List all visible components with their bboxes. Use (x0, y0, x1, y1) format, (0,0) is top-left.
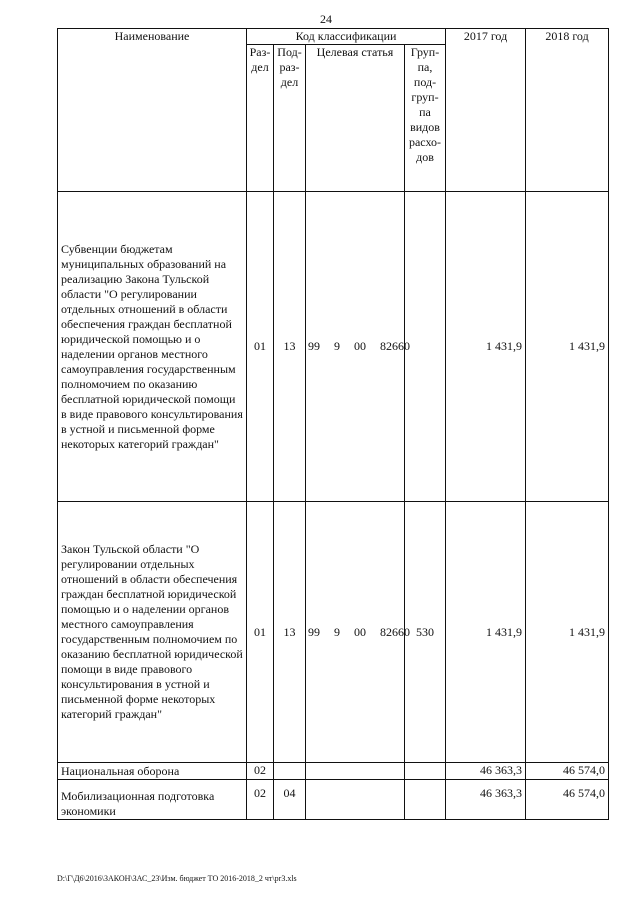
header-classification: Код классификации (247, 29, 446, 45)
row-subsection: 04 (274, 780, 306, 820)
row-target-code: 99 9 00 82660 (308, 624, 410, 639)
header-2017: 2017 год (446, 29, 526, 192)
row-2018: 46 574,0 (526, 780, 609, 820)
row-target-code: 99 9 00 82660 (308, 339, 410, 353)
footer-file-path: D:\Г\Д6\2016\ЗАКОН\ЗАС_23\Изм. бюджет ТО 2016-2018_2 чт\pr3.xls (57, 874, 297, 883)
budget-table (57, 28, 609, 820)
row-2018: 1 431,9 (526, 192, 609, 502)
row-name: Закон Тульской области "О регулировании отдельных отношений в области обеспечения граждан бесплатной юридической помощью и о наделении органов местного самоуправления государственным полномочием по оказанию бесплатной юридической помощи в виде правового консультирования в устной и письменной форме некоторых категорий граждан" (58, 502, 247, 763)
row-2018: 1 431,9 (526, 502, 609, 763)
row-target (306, 780, 405, 820)
row-target (306, 192, 410, 502)
row-subsection: 13 (274, 502, 306, 763)
header-2018: 2018 год (526, 29, 609, 192)
row-name: Национальная оборона (58, 763, 247, 780)
row-2017: 46 363,3 (446, 763, 526, 780)
header-name: Наименование (58, 29, 247, 192)
header-target-article: Целевая статья (306, 45, 405, 192)
table-row (58, 780, 609, 820)
row-group (405, 192, 446, 502)
row-group (405, 780, 446, 820)
page-number: 24 (320, 12, 332, 26)
row-2017: 1 431,9 (446, 192, 526, 502)
row-subsection: 13 (274, 192, 306, 502)
row-name: Субвенции бюджетам муниципальных образований на реализацию Закона Тульской области "О регулировании отдельных отношений в области обеспечения граждан бесплатной юридической помощью и о наделении органов местного самоуправления государственным полномочием по оказанию бесплатной юридической помощи в виде правового консультирования в устной и письменной форме некоторых категорий граждан" (58, 192, 247, 502)
row-2017: 46 363,3 (446, 780, 526, 820)
row-section: 02 (247, 763, 274, 780)
table-row (58, 502, 609, 763)
header-subsection: Под- раз- дел (274, 45, 306, 192)
row-target (306, 502, 410, 763)
row-section: 02 (247, 780, 274, 820)
row-group (405, 763, 446, 780)
header-section: Раз- дел (247, 45, 274, 192)
header-row-top (58, 29, 609, 45)
row-subsection (274, 763, 306, 780)
header-expense-group: Груп- па, под- груп- па видов расхо- дов (405, 45, 446, 192)
row-group: 530 (405, 502, 446, 763)
row-section: 01 (247, 192, 274, 502)
table-row (58, 192, 609, 502)
row-name: Мобилизационная подготовка экономики (58, 780, 247, 820)
row-target (306, 763, 405, 780)
row-2017: 1 431,9 (446, 502, 526, 763)
table-row (58, 763, 609, 780)
row-section: 01 (247, 502, 274, 763)
row-2018: 46 574,0 (526, 763, 609, 780)
